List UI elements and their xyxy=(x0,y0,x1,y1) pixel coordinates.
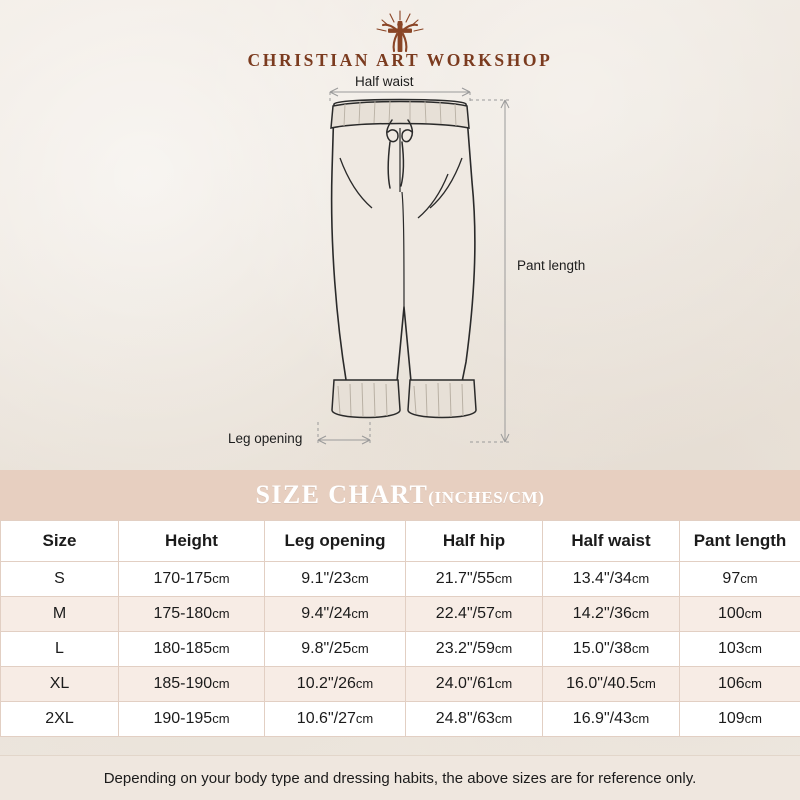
cell-half-hip: 24.8"/63cm xyxy=(406,702,543,737)
column-header-size: Size xyxy=(1,521,119,562)
cell-pant-length: 103cm xyxy=(680,632,800,667)
cell-half-hip: 21.7"/55cm xyxy=(406,562,543,597)
brand-name: CHRISTIAN ART WORKSHOP xyxy=(247,50,553,70)
cell-height: 175-180cm xyxy=(119,597,265,632)
size-chart xyxy=(0,470,800,737)
cell-size: L xyxy=(1,632,119,667)
cell-half-waist: 15.0"/38cm xyxy=(543,632,680,667)
cell-size: M xyxy=(1,597,119,632)
jogger-pants-icon xyxy=(0,62,800,464)
label-half-waist: Half waist xyxy=(355,74,414,89)
column-header-half-waist: Half waist xyxy=(543,521,680,562)
cell-leg-opening: 9.8"/25cm xyxy=(265,632,406,667)
cell-pant-length: 109cm xyxy=(680,702,800,737)
table-row xyxy=(1,632,800,667)
product-illustration xyxy=(0,62,800,464)
cell-height: 170-175cm xyxy=(119,562,265,597)
cell-leg-opening: 10.6"/27cm xyxy=(265,702,406,737)
size-chart-title-bar xyxy=(0,470,800,520)
cell-half-waist: 16.0"/40.5cm xyxy=(543,667,680,702)
cell-size: XL xyxy=(1,667,119,702)
cell-height: 185-190cm xyxy=(119,667,265,702)
label-leg-opening: Leg opening xyxy=(228,431,303,446)
cell-half-hip: 22.4"/57cm xyxy=(406,597,543,632)
label-pant-length: Pant length xyxy=(517,258,586,273)
cell-size: 2XL xyxy=(1,702,119,737)
column-header-half-hip: Half hip xyxy=(406,521,543,562)
footnote-text: Depending on your body type and dressing habits, the above sizes are for reference only. xyxy=(103,769,697,787)
cell-half-hip: 24.0"/61cm xyxy=(406,667,543,702)
table-row xyxy=(1,562,800,597)
size-table xyxy=(0,520,800,737)
cell-half-waist: 14.2"/36cm xyxy=(543,597,680,632)
table-row xyxy=(1,667,800,702)
cell-half-hip: 23.2"/59cm xyxy=(406,632,543,667)
cell-pant-length: 97cm xyxy=(680,562,800,597)
size-chart-title-unit: (INCHES/CM) xyxy=(428,488,545,507)
size-chart-title xyxy=(256,480,545,510)
size-chart-title-main: SIZE CHART xyxy=(255,480,429,509)
cross-with-rays-icon xyxy=(363,8,437,54)
cell-leg-opening: 9.4"/24cm xyxy=(265,597,406,632)
footnote xyxy=(0,755,800,800)
table-header-row xyxy=(1,521,800,562)
cell-pant-length: 106cm xyxy=(680,667,800,702)
cell-size: S xyxy=(1,562,119,597)
table-row xyxy=(1,597,800,632)
cell-height: 190-195cm xyxy=(119,702,265,737)
cell-leg-opening: 9.1"/23cm xyxy=(265,562,406,597)
column-header-leg-opening: Leg opening xyxy=(265,521,406,562)
column-header-height: Height xyxy=(119,521,265,562)
column-header-pant-length: Pant length xyxy=(680,521,800,562)
cell-leg-opening: 10.2"/26cm xyxy=(265,667,406,702)
cell-half-waist: 16.9"/43cm xyxy=(543,702,680,737)
cell-pant-length: 100cm xyxy=(680,597,800,632)
cell-height: 180-185cm xyxy=(119,632,265,667)
cell-half-waist: 13.4"/34cm xyxy=(543,562,680,597)
table-row xyxy=(1,702,800,737)
